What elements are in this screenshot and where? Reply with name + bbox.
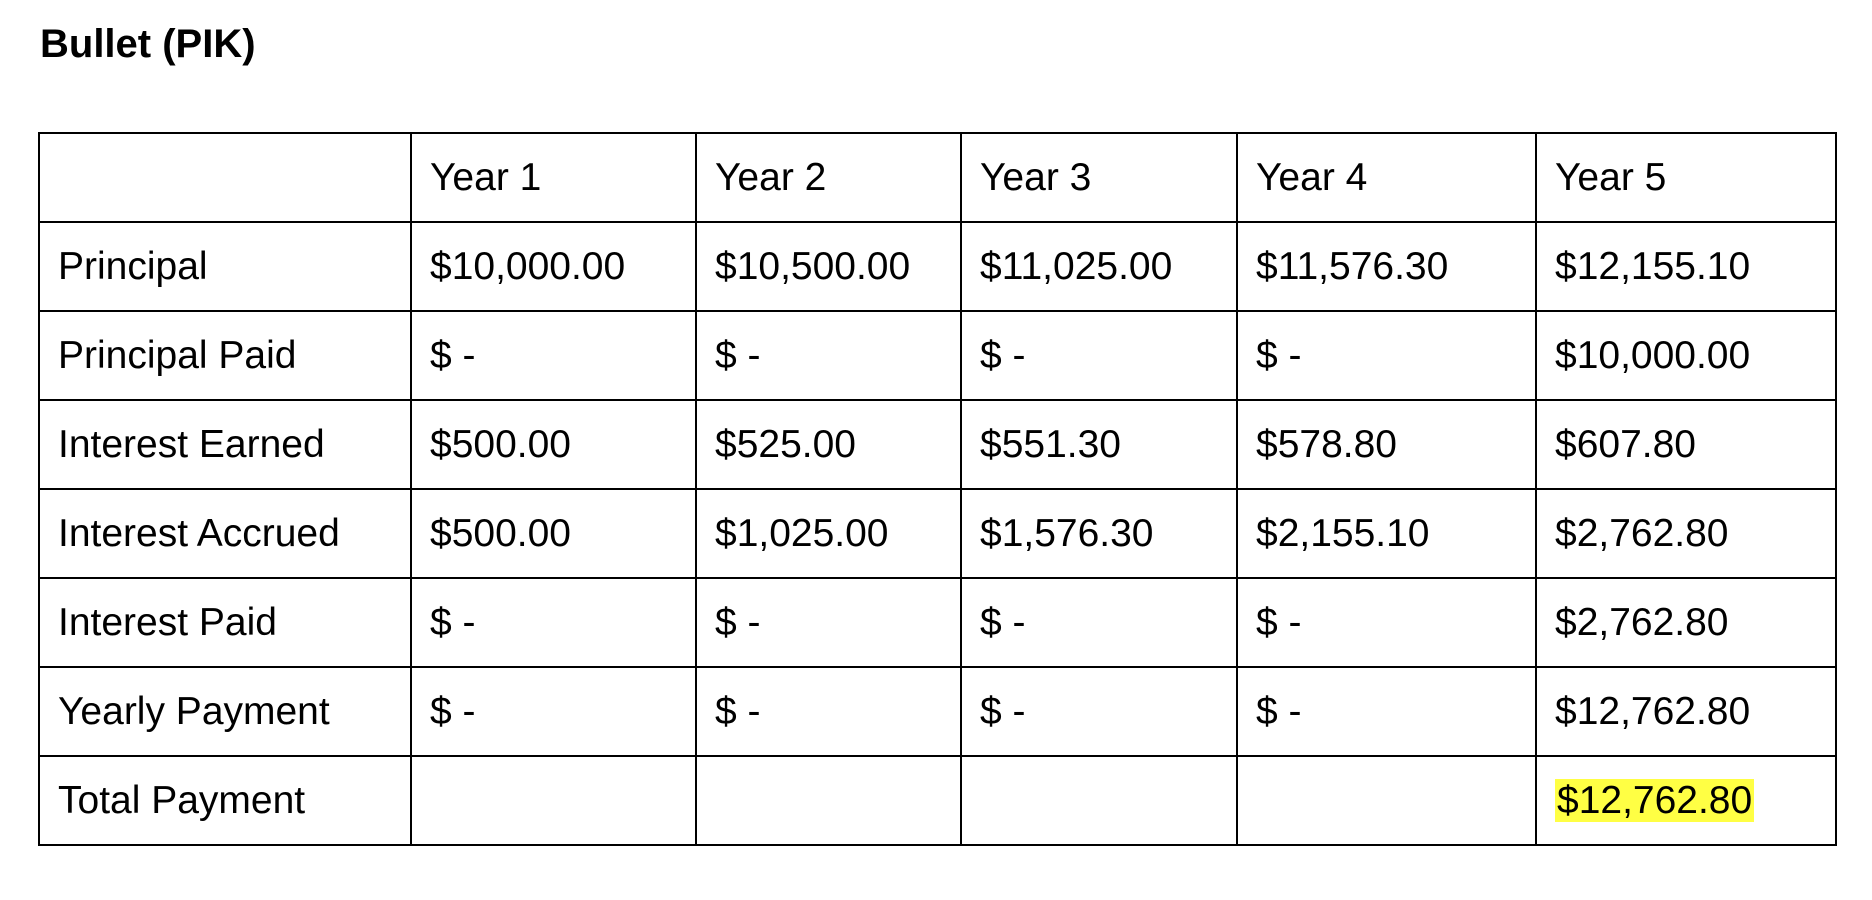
table-cell: $10,000.00 <box>1536 311 1836 400</box>
table-cell: $11,576.30 <box>1237 222 1536 311</box>
table-row-interest-paid <box>39 578 1836 667</box>
table-cell: $12,155.10 <box>1536 222 1836 311</box>
table-cell: $ - <box>1237 311 1536 400</box>
table-cell: $2,762.80 <box>1536 578 1836 667</box>
table-cell: $10,500.00 <box>696 222 961 311</box>
table-cell <box>411 756 696 845</box>
row-label: Interest Paid <box>39 578 411 667</box>
table-cell: $ - <box>696 578 961 667</box>
header-year-1: Year 1 <box>411 133 696 222</box>
table-header-row <box>39 133 1836 222</box>
table-row-yearly-payment <box>39 667 1836 756</box>
table-row-principal-paid <box>39 311 1836 400</box>
table-row-interest-earned <box>39 400 1836 489</box>
table-cell: $ - <box>696 311 961 400</box>
table-cell: $ - <box>411 311 696 400</box>
table-cell: $10,000.00 <box>411 222 696 311</box>
row-label: Principal Paid <box>39 311 411 400</box>
table-cell <box>961 756 1237 845</box>
row-label: Yearly Payment <box>39 667 411 756</box>
header-year-2: Year 2 <box>696 133 961 222</box>
row-label: Interest Earned <box>39 400 411 489</box>
header-year-3: Year 3 <box>961 133 1237 222</box>
table-cell: $1,025.00 <box>696 489 961 578</box>
table-cell: $2,155.10 <box>1237 489 1536 578</box>
table-row-total-payment <box>39 756 1836 845</box>
table-cell: $ - <box>411 667 696 756</box>
table-cell: $ - <box>411 578 696 667</box>
table-cell: $500.00 <box>411 400 696 489</box>
table-cell: $607.80 <box>1536 400 1836 489</box>
table-cell <box>696 756 961 845</box>
table-cell: $551.30 <box>961 400 1237 489</box>
table-cell: $525.00 <box>696 400 961 489</box>
row-label: Interest Accrued <box>39 489 411 578</box>
table-cell: $ - <box>1237 578 1536 667</box>
table-cell: $1,576.30 <box>961 489 1237 578</box>
table-cell: $ - <box>696 667 961 756</box>
document-title: Bullet (PIK) <box>40 22 256 66</box>
highlighted-total-value: $12,762.80 <box>1557 778 1753 822</box>
table-cell <box>1237 756 1536 845</box>
header-year-4: Year 4 <box>1237 133 1536 222</box>
table-cell: $ - <box>961 578 1237 667</box>
table-cell: $2,762.80 <box>1536 489 1836 578</box>
table-cell: $ - <box>1237 667 1536 756</box>
table-cell: $12,762.80 <box>1536 667 1836 756</box>
table-cell: $578.80 <box>1237 400 1536 489</box>
header-corner-cell <box>39 133 411 222</box>
payment-schedule-table <box>38 132 1837 846</box>
row-label: Principal <box>39 222 411 311</box>
table-cell: $ - <box>961 311 1237 400</box>
table-cell: $11,025.00 <box>961 222 1237 311</box>
table-row-interest-accrued <box>39 489 1836 578</box>
table-cell: $500.00 <box>411 489 696 578</box>
table-row-principal <box>39 222 1836 311</box>
row-label: Total Payment <box>39 756 411 845</box>
header-year-5: Year 5 <box>1536 133 1836 222</box>
table-cell: $ - <box>961 667 1237 756</box>
total-payment-cell <box>1536 756 1836 845</box>
